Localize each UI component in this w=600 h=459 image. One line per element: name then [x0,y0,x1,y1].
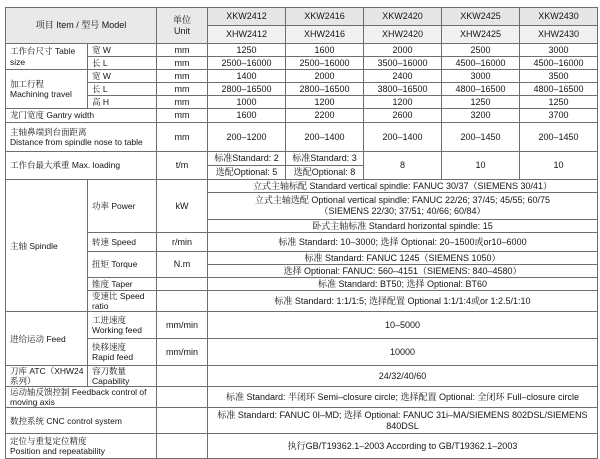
value-cell: 4500–16000 [442,57,520,70]
sub-label-speed: 转速 Speed [88,233,157,252]
row-position-repeatability [6,434,598,459]
model-header: XKW2412 [208,8,286,26]
model-header: XKW2420 [364,8,442,26]
value-cell: 2000 [286,70,364,83]
value-cell: 1250 [208,44,286,57]
value-cell: 4800–16500 [520,83,598,96]
value-cell: 10–5000 [208,312,598,339]
model-header: XHW2430 [520,26,598,44]
value-cell: 选配Optional: 8 [286,166,364,180]
row-table-length [6,57,598,70]
value-cell: 2200 [286,109,364,123]
row-label-cn: 定位与重复定位精度 [10,436,87,447]
unit-header-en: Unit [173,25,190,36]
unit-cell: mm [157,123,208,152]
row-label-en: Distance from spindle nose to table [10,137,143,147]
row-cnc-system [6,408,598,434]
row-speed [6,233,598,252]
unit-cell: mm [157,57,208,70]
sub-label: 高 H [88,96,157,109]
value-cell: 标准 Standard: BT50; 选择 Optional: BT60 [208,278,598,291]
row-label-position [6,434,157,459]
value-cell: 标准 Standard: FANUC 0I–MD; 选择 Optional: FANUC 31i–MA/SIEMENS 802DSL/SIEMENS 840DSL [208,408,598,434]
sub-label-taper: 锥度 Taper [88,278,157,291]
value-cell: 3200 [442,109,520,123]
sub-label-power: 功率 Power [88,180,157,233]
value-cell: 3800–16500 [364,83,442,96]
unit-cell [157,408,208,434]
group-label-table-size: 工作台尺寸 Table size [6,44,88,70]
value-cell: 2500–16000 [286,57,364,70]
unit-cell: mm [157,96,208,109]
value-cell: 200–1400 [364,123,442,152]
sub-label: 长 L [88,83,157,96]
sub-label-cn: 快移速度 [92,342,127,353]
sub-label-en: Working feed [92,325,142,336]
row-label-max-loading: 工作台最大承重 Max. loading [6,152,157,180]
value-cell: 10 [442,152,520,180]
value-cell [208,193,598,220]
sub-label-working-feed [88,312,157,339]
value-cell: 1250 [442,96,520,109]
value-cell: 200–1450 [442,123,520,152]
row-label-gantry-width: 龙门宽度 Gantry width [6,109,157,123]
sub-label-rapid-feed [88,339,157,366]
row-taper [6,278,598,291]
model-header: XKW2425 [442,8,520,26]
unit-cell [157,291,208,312]
power-optional-line2: （SIEMENS 22/30; 37/51; 40/66; 60/84） [319,206,486,216]
value-cell: 标准Standard: 3 [286,152,364,166]
row-max-loading-standard [6,152,598,166]
row-torque-standard [6,252,598,265]
value-cell: 选择 Optional: FANUC: 560–4151（SIEMENS: 840–4580） [208,265,598,278]
model-header: XHW2420 [364,26,442,44]
sub-label: 宽 W [88,70,157,83]
value-cell: 2500–16000 [208,57,286,70]
row-label-feedback: 运动轴反馈控制 Feedback control of moving axis [6,387,157,408]
value-cell: 3700 [520,109,598,123]
value-cell: 1200 [286,96,364,109]
value-cell: 选配Optional: 5 [208,166,286,180]
unit-cell: t/m [157,152,208,180]
model-header: XHW2416 [286,26,364,44]
row-gantry-width [6,109,598,123]
unit-cell: mm/min [157,312,208,339]
value-cell: 3500 [520,70,598,83]
value-cell: 标准Standard: 2 [208,152,286,166]
group-label-en: Machining travel [10,89,72,99]
row-travel-width [6,70,598,83]
group-label-cn: 加工行程 [10,78,45,89]
sub-label-speed-ratio: 变速比 Speed ratio [88,291,157,312]
unit-header-cn: 单位 [172,14,191,25]
header-row-xkw [6,8,598,26]
model-header: XHW2412 [208,26,286,44]
group-label-spindle: 主轴 Spindle [6,180,88,312]
unit-cell: r/min [157,233,208,252]
value-cell: 200–1450 [520,123,598,152]
row-power-line1 [6,180,598,193]
sub-label: 宽 W [88,44,157,57]
value-cell: 1400 [208,70,286,83]
unit-cell: N.m [157,252,208,278]
value-cell: 2800–16500 [286,83,364,96]
group-label-feed: 进给运动 Feed [6,312,88,366]
value-cell: 4800–16500 [442,83,520,96]
value-cell: 2600 [364,109,442,123]
spec-table [5,7,598,459]
unit-cell: mm [157,109,208,123]
row-label-en: Position and repeatability [10,446,105,457]
value-cell: 3500–16000 [364,57,442,70]
unit-cell: mm [157,83,208,96]
row-label-spindle-nose [6,123,157,152]
unit-header [157,8,208,44]
value-cell: 200–1200 [208,123,286,152]
row-travel-height [6,96,598,109]
sub-label-torque: 扭矩 Torque [88,252,157,278]
value-cell: 1600 [286,44,364,57]
row-working-feed [6,312,598,339]
value-cell: 1600 [208,109,286,123]
value-cell: 1000 [208,96,286,109]
model-header: XKW2430 [520,8,598,26]
value-cell: 8 [364,152,442,180]
unit-cell [157,366,208,387]
unit-cell [157,434,208,459]
unit-cell [157,278,208,291]
group-label-machining-travel [6,70,88,109]
row-label-atc: 刀库 ATC（XHW24系列） [6,366,88,387]
row-label-cn: 主轴鼻端到台面距离 [10,126,87,137]
value-cell: 标准 Standard: 10–3000; 选择 Optional: 20–1500或or10–6000 [208,233,598,252]
sub-label: 长 L [88,57,157,70]
row-feedback-control [6,387,598,408]
value-cell: 执行GB/T19362.1–2003 According to GB/T19362.1–2003 [208,434,598,459]
model-header: XKW2416 [286,8,364,26]
value-cell: 标准 Standard: FANUC 1245（SIEMENS 1050） [208,252,598,265]
value-cell: 200–1400 [286,123,364,152]
value-cell: 2500 [442,44,520,57]
value-cell: 10000 [208,339,598,366]
row-speed-ratio [6,291,598,312]
value-cell: 2000 [364,44,442,57]
value-cell: 立式主轴标配 Standard vertical spindle: FANUC 30/37（SIEMENS 30/41） [208,180,598,193]
power-optional-line1: 立式主轴选配 Optional vertical spindle: FANUC 22/26; 37/45; 45/55; 60/75 [254,195,551,206]
value-cell: 10 [520,152,598,180]
sub-label-capability: 容刀数量 Capability [88,366,157,387]
value-cell: 2800–16500 [208,83,286,96]
unit-cell: kW [157,180,208,233]
row-label-cnc: 数控系统 CNC control system [6,408,157,434]
value-cell: 3000 [442,70,520,83]
unit-cell: mm/min [157,339,208,366]
value-cell: 1200 [364,96,442,109]
value-cell: 24/32/40/60 [208,366,598,387]
value-cell: 4500–16000 [520,57,598,70]
item-model-header: 项目 Item / 型号 Model [6,8,157,44]
unit-cell: mm [157,44,208,57]
unit-cell: mm [157,70,208,83]
value-cell: 3000 [520,44,598,57]
row-table-width [6,44,598,57]
sub-label-cn: 工进速度 [92,315,127,326]
value-cell: 标准 Standard: 1:1/1:5; 选择配置 Optional 1:1/1:4或or 1:2.5/1:10 [208,291,598,312]
unit-cell [157,387,208,408]
value-cell: 2400 [364,70,442,83]
row-spindle-nose-distance [6,123,598,152]
model-header: XHW2425 [442,26,520,44]
value-cell: 标准 Standard: 半闭环 Semi–closure circle; 选择配置 Optional: 全闭环 Full–closure circle [208,387,598,408]
row-travel-length [6,83,598,96]
row-rapid-feed [6,339,598,366]
row-atc [6,366,598,387]
sub-label-en: Rapid feed [92,352,134,363]
value-cell: 1250 [520,96,598,109]
value-cell: 卧式主轴标准 Standard horizontal spindle: 15 [208,220,598,233]
